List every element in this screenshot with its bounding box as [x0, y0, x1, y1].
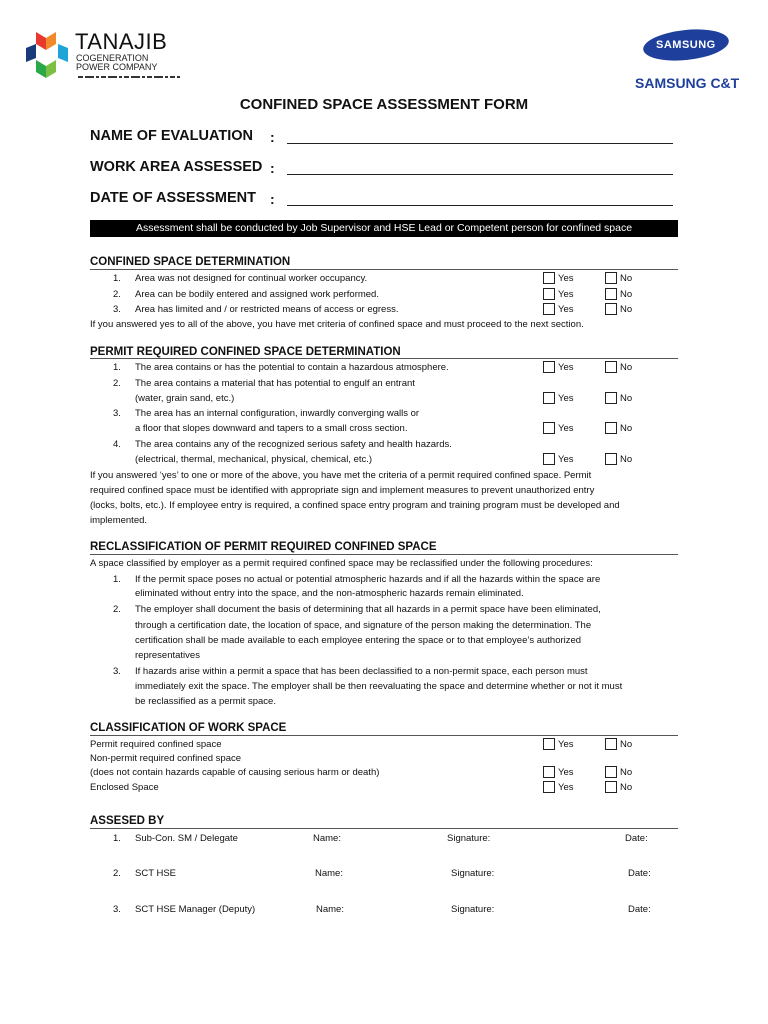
yes-label: Yes	[558, 454, 574, 465]
no-label: No	[620, 304, 633, 315]
yes-label: Yes	[558, 423, 574, 434]
yes-label: Yes	[558, 304, 574, 315]
item-text: The area has an internal configuration, inwardly converging walls or	[135, 408, 420, 419]
tanajib-name: TANAJIB	[75, 29, 168, 54]
item-text: If hazards arise within a permit a space that has been declassified to a non-permit space, each person must	[135, 666, 588, 677]
no-label: No	[620, 782, 633, 793]
section-divider	[90, 358, 678, 359]
yes-label: Yes	[558, 739, 574, 750]
assessor-signature-field[interactable]: Signature:	[447, 833, 491, 844]
item-number: 3.	[113, 408, 121, 419]
item-text: certification shall be made available to each employee entering the space or to that employee’s authorized	[135, 635, 582, 646]
item-text: eliminated without entry into the space, and the non-atmospheric hazards remain eliminated.	[135, 588, 524, 599]
tanajib-logo-icon	[22, 30, 72, 80]
form-title: CONFINED SPACE ASSESSMENT FORM	[239, 96, 529, 113]
section-heading: PERMIT REQUIRED CONFINED SPACE DETERMINATION	[90, 346, 401, 358]
yes-checkbox[interactable]	[543, 288, 555, 300]
no-label: No	[620, 273, 633, 284]
no-checkbox[interactable]	[605, 422, 617, 434]
item-text: If the permit space poses no actual or potential atmospheric hazards and if all the hazards within the space are	[135, 574, 601, 585]
samsung-oval-text: SAMSUNG	[656, 39, 716, 52]
section-note: required confined space must be identified with appropriate sign and implement measures to prevent unauthorized entry	[90, 485, 595, 496]
no-label: No	[620, 289, 633, 300]
item-number: 3.	[113, 666, 121, 677]
assessor-date-field[interactable]: Date:	[628, 868, 651, 879]
item-number: 1.	[113, 574, 121, 585]
section-heading: RECLASSIFICATION OF PERMIT REQUIRED CONFINED SPACE	[90, 541, 437, 553]
section-note: implemented.	[90, 515, 148, 526]
instruction-banner: Assessment shall be conducted by Job Supervisor and HSE Lead or Competent person for confined space	[90, 220, 678, 237]
field-name-of-evaluation-label: NAME OF EVALUATION	[90, 128, 253, 144]
item-text: be reclassified as a permit space.	[135, 696, 276, 707]
tanajib-arabic-wordmark	[76, 72, 182, 80]
assessor-signature-field[interactable]: Signature:	[451, 904, 495, 915]
assessor-date-field[interactable]: Date:	[628, 904, 651, 915]
yes-checkbox[interactable]	[543, 453, 555, 465]
yes-checkbox[interactable]	[543, 392, 555, 404]
assessor-number: 3.	[113, 904, 121, 915]
item-text: immediately exit the space. The employer shall be then reevaluating the space and determine whether or not it must	[135, 681, 623, 692]
item-text: a floor that slopes downward and tapers to a small cross section.	[135, 423, 408, 434]
item-number: 1.	[113, 362, 121, 373]
yes-checkbox[interactable]	[543, 422, 555, 434]
yes-label: Yes	[558, 767, 574, 778]
yes-label: Yes	[558, 393, 574, 404]
no-checkbox[interactable]	[605, 781, 617, 793]
section-note: If you answered yes to all of the above, you have met criteria of confined space and must proceed to the next section.	[90, 319, 584, 330]
yes-checkbox[interactable]	[543, 738, 555, 750]
assessor-number: 2.	[113, 868, 121, 879]
assessor-name-field[interactable]: Name:	[316, 904, 344, 915]
samsung-ct-name: SAMSUNG C&T	[635, 75, 740, 91]
assessor-name-field[interactable]: Name:	[313, 833, 341, 844]
section-divider	[90, 735, 678, 736]
item-text: The area contains any of the recognized serious safety and health hazards.	[135, 439, 452, 450]
item-number: 2.	[113, 289, 121, 300]
date-of-assessment-field[interactable]	[287, 205, 673, 206]
item-text: representatives	[135, 650, 200, 661]
yes-checkbox[interactable]	[543, 303, 555, 315]
no-checkbox[interactable]	[605, 272, 617, 284]
item-text: The employer shall document the basis of determining that all hazards in a permit space have been eliminated,	[135, 604, 601, 615]
item-text: The area contains or has the potential to contain a hazardous atmosphere.	[135, 362, 449, 373]
no-checkbox[interactable]	[605, 361, 617, 373]
item-number: 2.	[113, 378, 121, 389]
item-text: (electrical, thermal, mechanical, physical, chemical, etc.)	[135, 454, 373, 465]
field-work-area-label: WORK AREA ASSESSED	[90, 159, 263, 175]
yes-label: Yes	[558, 289, 574, 300]
tanajib-sub2: POWER COMPANY	[76, 62, 158, 72]
no-label: No	[620, 739, 633, 750]
item-text: Area was not designed for continual worker occupancy.	[135, 273, 368, 284]
no-label: No	[620, 423, 633, 434]
yes-label: Yes	[558, 782, 574, 793]
name-of-evaluation-field[interactable]	[287, 143, 673, 144]
assessor-role: Sub-Con. SM / Delegate	[135, 833, 238, 844]
classification-option: (does not contain hazards capable of causing serious harm or death)	[90, 767, 380, 778]
assessor-role: SCT HSE	[135, 868, 177, 879]
section-note: If you answered ‘yes’ to one or more of the above, you have met the criteria of a permit required confined space. Permit	[90, 470, 592, 481]
yes-checkbox[interactable]	[543, 781, 555, 793]
tanajib-sub1: COGENERATION	[76, 53, 149, 63]
item-text: (water, grain sand, etc.)	[135, 393, 235, 404]
no-label: No	[620, 767, 633, 778]
section-heading: CONFINED SPACE DETERMINATION	[90, 256, 291, 268]
item-text: through a certification date, the location of space, and signature of the person making the determination. The	[135, 620, 592, 631]
classification-option: Permit required confined space	[90, 739, 222, 750]
field-colon: :	[270, 160, 275, 176]
no-checkbox[interactable]	[605, 303, 617, 315]
item-text: The area contains a material that has potential to engulf an entrant	[135, 378, 415, 389]
no-checkbox[interactable]	[605, 453, 617, 465]
assessor-role: SCT HSE Manager (Deputy)	[135, 904, 256, 915]
field-colon: :	[270, 191, 275, 207]
item-number: 2.	[113, 604, 121, 615]
yes-checkbox[interactable]	[543, 272, 555, 284]
no-checkbox[interactable]	[605, 288, 617, 300]
yes-label: Yes	[558, 273, 574, 284]
assessor-signature-field[interactable]: Signature:	[451, 868, 495, 879]
classification-option: Non-permit required confined space	[90, 753, 242, 764]
yes-label: Yes	[558, 362, 574, 373]
samsung-logo-icon	[642, 26, 731, 65]
section-note: (locks, bolts, etc.). If employee entry is required, a confined space entry program and training program must be developed and	[90, 500, 620, 511]
item-number: 4.	[113, 439, 121, 450]
section-divider	[90, 554, 678, 555]
no-label: No	[620, 454, 633, 465]
section-heading: ASSESED BY	[90, 815, 165, 827]
field-date-label: DATE OF ASSESSMENT	[90, 190, 256, 206]
assessor-number: 1.	[113, 833, 121, 844]
item-text: Area can be bodily entered and assigned work performed.	[135, 289, 379, 300]
assessor-name-field[interactable]: Name:	[315, 868, 343, 879]
assessor-date-field[interactable]: Date:	[625, 833, 648, 844]
no-checkbox[interactable]	[605, 766, 617, 778]
yes-checkbox[interactable]	[543, 766, 555, 778]
section-divider	[90, 828, 678, 829]
no-label: No	[620, 393, 633, 404]
item-number: 3.	[113, 304, 121, 315]
section-heading: CLASSIFICATION OF WORK SPACE	[90, 722, 287, 734]
classification-option: Enclosed Space	[90, 782, 159, 793]
yes-checkbox[interactable]	[543, 361, 555, 373]
work-area-field[interactable]	[287, 174, 673, 175]
item-text: Area has limited and / or restricted means of access or egress.	[135, 304, 399, 315]
section-divider	[90, 269, 678, 270]
item-number: 1.	[113, 273, 121, 284]
field-colon: :	[270, 129, 275, 145]
no-checkbox[interactable]	[605, 392, 617, 404]
no-label: No	[620, 362, 633, 373]
section-intro: A space classified by employer as a permit required confined space may be reclassified under the following procedures:	[90, 558, 593, 569]
no-checkbox[interactable]	[605, 738, 617, 750]
